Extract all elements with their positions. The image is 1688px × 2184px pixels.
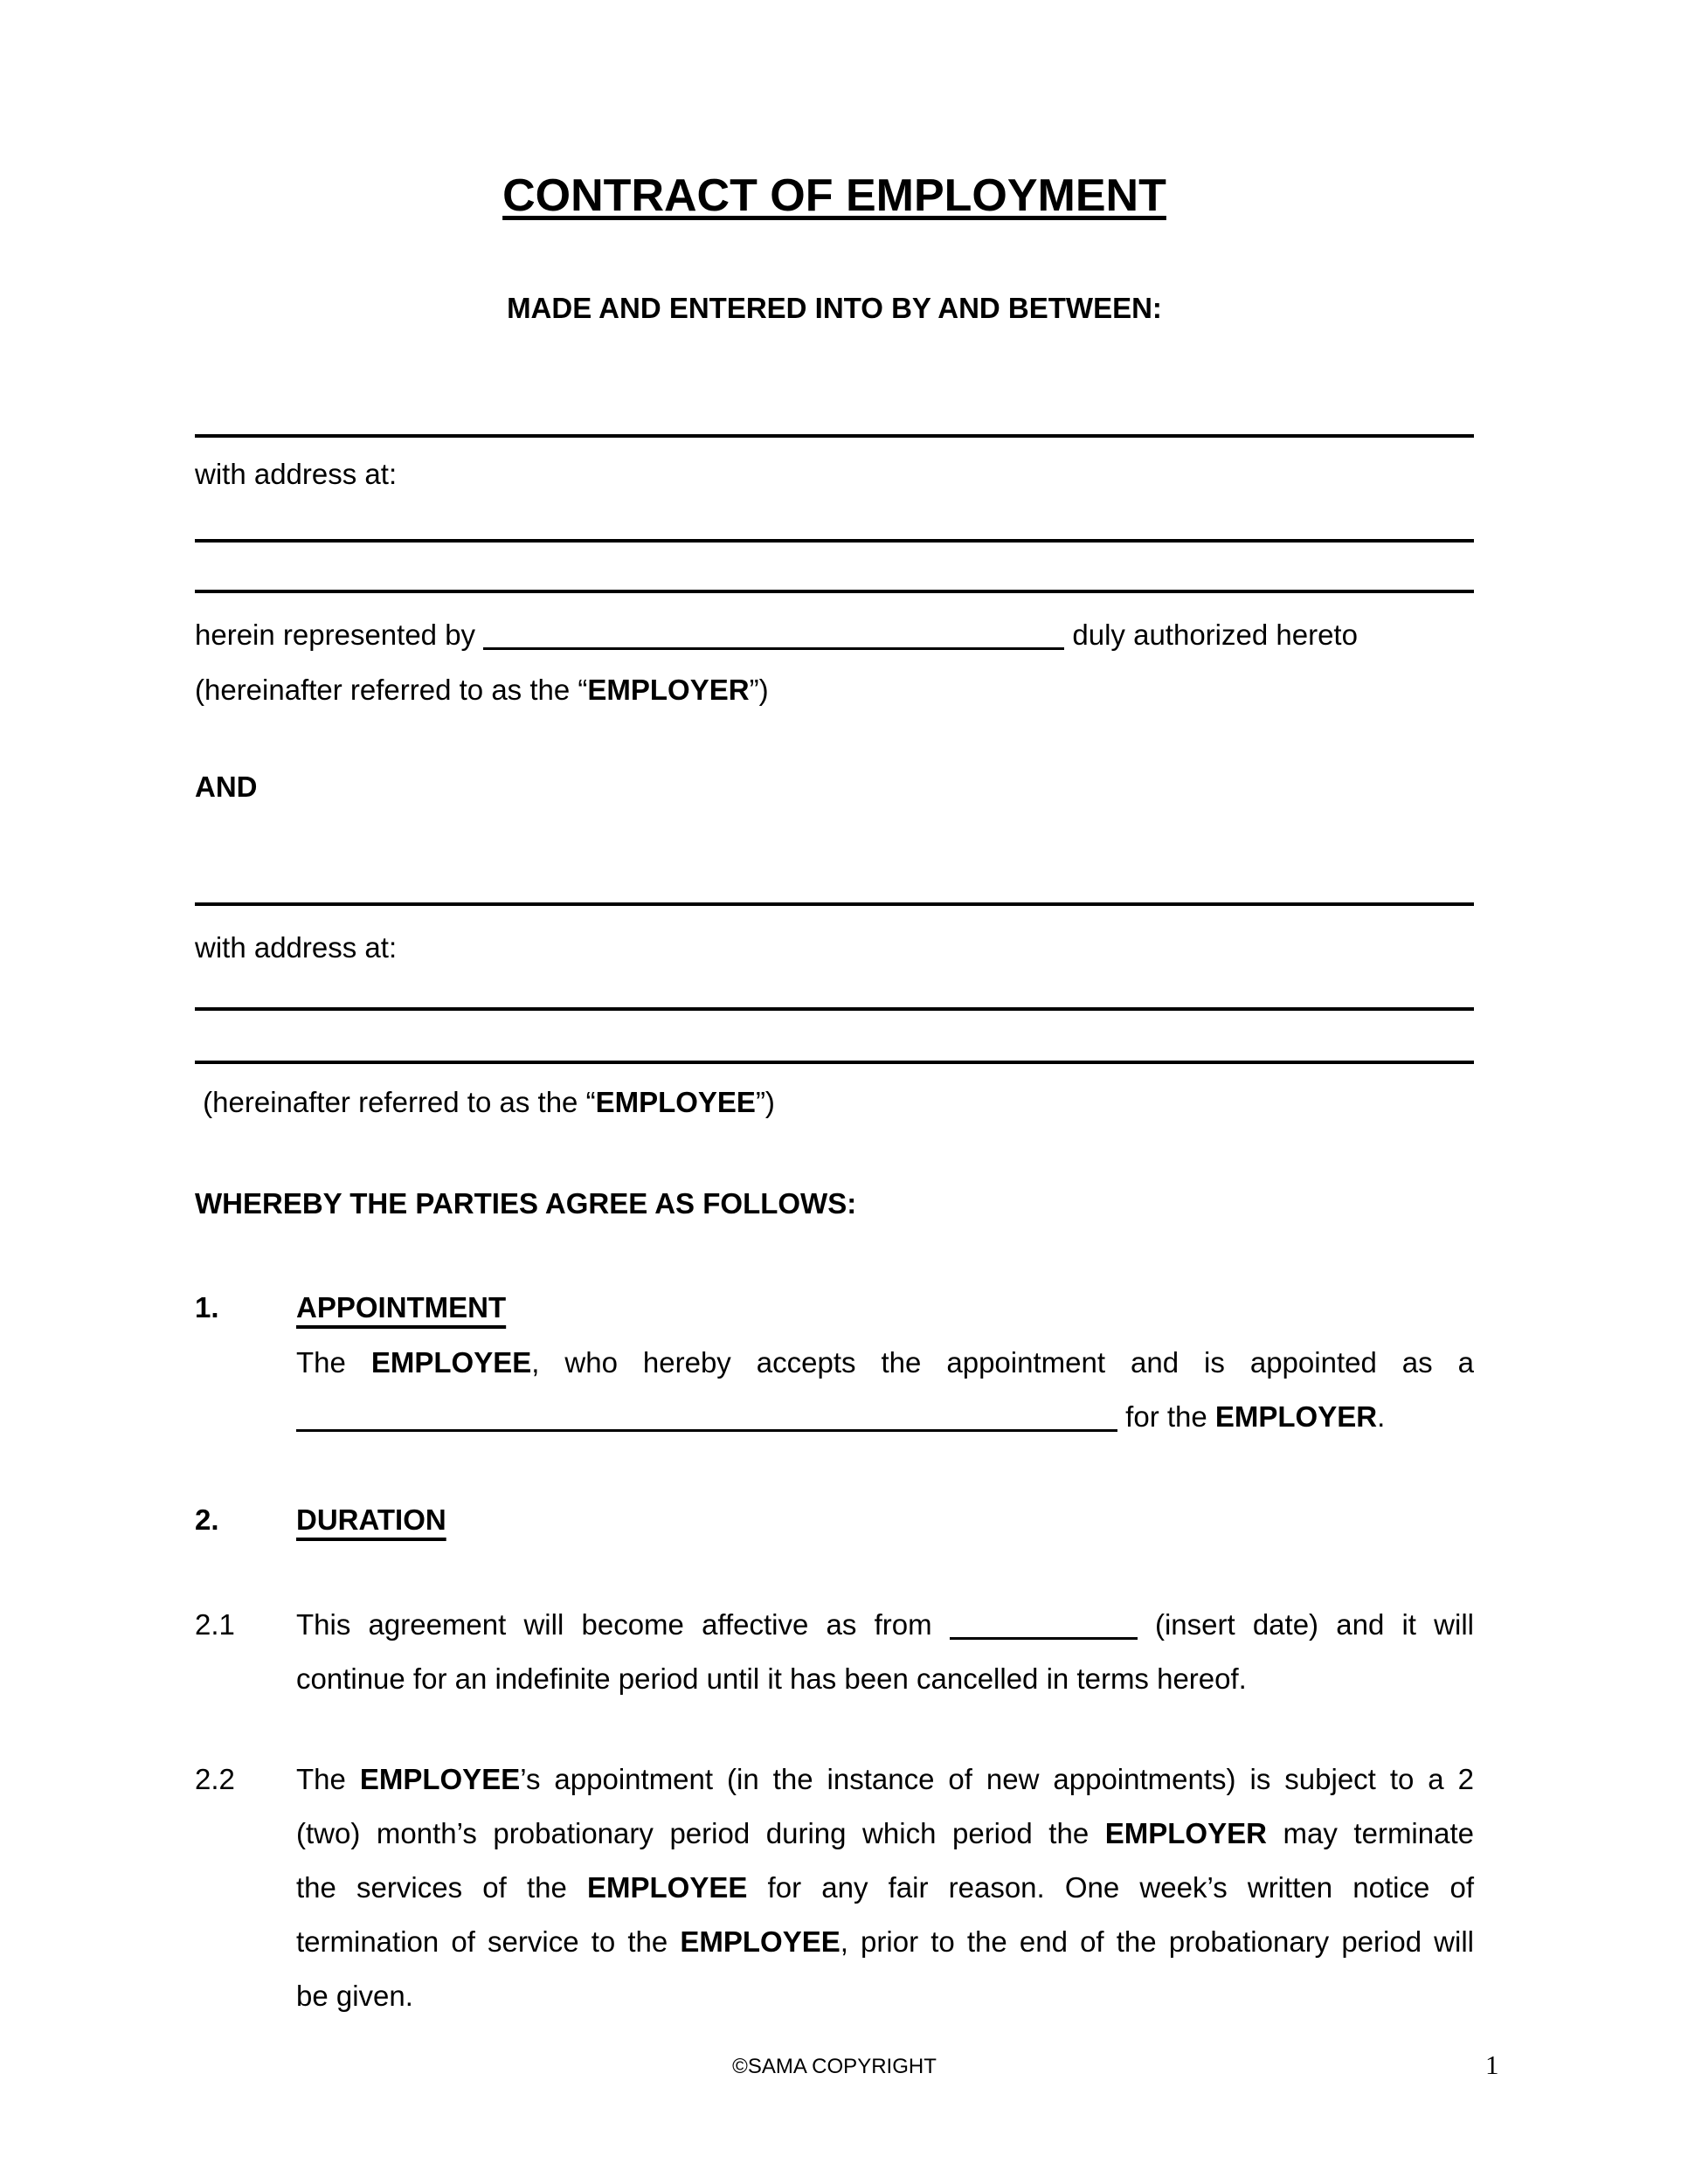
effective-date-blank	[950, 1632, 1138, 1640]
clause-2-1	[195, 1598, 1474, 1706]
section-1-paragraph-line-1	[296, 1336, 1474, 1390]
probation-line1-post: ’s appointment (in the instance of new appointments) is subject to a 2	[520, 1763, 1474, 1795]
probation-line2-post: may terminate	[1266, 1817, 1474, 1849]
document-subtitle	[195, 289, 1474, 328]
footer-copyright	[195, 2048, 1474, 2086]
section-2-number: 2.	[195, 1503, 219, 1536]
document-title-text: CONTRACT OF EMPLOYMENT	[502, 170, 1166, 221]
clause-2-2-line-2	[296, 1807, 1474, 1861]
employer-address-label-text: with address at:	[195, 458, 398, 490]
whereby-heading-text: WHEREBY THE PARTIES AGREE AS FOLLOWS:	[195, 1187, 857, 1220]
section-2-heading	[195, 1501, 1474, 1539]
employer-hereinafter-line	[195, 671, 1474, 709]
employer-hereinafter-pre-text: (hereinafter referred to as the “	[195, 674, 588, 706]
document-title	[195, 171, 1474, 220]
section-2-title: DURATION	[296, 1503, 446, 1536]
probation-line4-pre: termination of service to the	[296, 1925, 681, 1958]
employee-address-fill-line-2	[195, 1061, 1474, 1064]
position-title-blank	[296, 1424, 1117, 1432]
and-separator-text: AND	[195, 771, 258, 803]
appointment-text-pre: The	[296, 1346, 371, 1379]
clause-2-2-line-5	[296, 1969, 1474, 2023]
employee-term: EMPLOYEE	[359, 1763, 521, 1795]
employee-hereinafter-post-text: ”)	[755, 1086, 775, 1118]
employer-name-fill-line	[195, 434, 1474, 438]
section-1-heading	[195, 1289, 1474, 1327]
footer-page-number	[1485, 2044, 1499, 2086]
appointment-tail-post: .	[1377, 1400, 1386, 1433]
employer-address-fill-line-2	[195, 590, 1474, 593]
employer-term: EMPLOYER	[1214, 1400, 1378, 1433]
clause-2-2-line-3	[296, 1861, 1474, 1915]
section-1-paragraph	[296, 1336, 1474, 1444]
probation-line5-text: be given.	[296, 1980, 413, 2012]
probation-line3-post: for any fair reason. One week’s written notice of	[747, 1871, 1474, 1904]
employee-term: EMPLOYEE	[680, 1925, 841, 1958]
clause-2-2-number: 2.2	[195, 1763, 235, 1795]
employer-address-label	[195, 455, 1474, 494]
represented-pre-text: herein represented by	[195, 619, 484, 651]
employee-term: EMPLOYEE	[370, 1346, 532, 1379]
employee-hereinafter-line	[195, 1083, 1474, 1122]
employee-term: EMPLOYEE	[587, 1871, 748, 1904]
footer-copyright-text: ©SAMA COPYRIGHT	[732, 2055, 937, 2078]
represented-post-text: duly authorized hereto	[1064, 619, 1358, 651]
clause-2-1-line-1	[296, 1598, 1474, 1652]
employee-term: EMPLOYEE	[595, 1086, 756, 1118]
representative-name-blank	[483, 642, 1064, 650]
clause-2-2-line-1	[296, 1752, 1474, 1807]
clause-2-2	[195, 1752, 1475, 2023]
probation-line3-pre: the services of the	[296, 1871, 587, 1904]
employee-name-fill-line	[195, 902, 1474, 906]
employee-address-label	[195, 929, 1474, 967]
employer-term: EMPLOYER	[587, 674, 750, 706]
employer-represented-line	[195, 616, 1474, 654]
appointment-tail-pre: for the	[1117, 1400, 1215, 1433]
probation-line4-post: , prior to the end of the probationary period will	[840, 1925, 1475, 1958]
section-1-title: APPOINTMENT	[296, 1291, 507, 1324]
employer-hereinafter-post-text: ”)	[749, 674, 769, 706]
whereby-heading	[195, 1185, 1474, 1223]
employee-address-label-text: with address at:	[195, 931, 398, 964]
employer-term: EMPLOYER	[1104, 1817, 1267, 1849]
clause-2-1-line-2	[296, 1652, 1474, 1706]
document-subtitle-text: MADE AND ENTERED INTO BY AND BETWEEN:	[507, 292, 1162, 324]
employee-hereinafter-pre-text: (hereinafter referred to as the “	[195, 1086, 596, 1118]
duration-text-post: (insert date) and it will	[1137, 1608, 1474, 1641]
employer-address-fill-line-1	[195, 539, 1474, 543]
clause-2-1-number: 2.1	[195, 1608, 235, 1641]
duration-text-cont: continue for an indefinite period until it has been cancelled in terms hereof.	[296, 1662, 1247, 1695]
clause-2-2-line-4	[296, 1915, 1474, 1969]
probation-line2-pre: (two) month’s probationary period during which period the	[296, 1817, 1105, 1849]
appointment-text-post: , who hereby accepts the appointment and is appointed as a	[531, 1346, 1474, 1379]
probation-line1-pre: The	[296, 1763, 360, 1795]
and-separator	[195, 768, 1474, 806]
employee-address-fill-line-1	[195, 1007, 1474, 1011]
section-1-number: 1.	[195, 1291, 219, 1324]
footer-page-number-text: 1	[1485, 2049, 1499, 2080]
section-1-paragraph-line-2	[296, 1390, 1474, 1444]
duration-text-pre: This agreement will become affective as from	[296, 1608, 950, 1641]
